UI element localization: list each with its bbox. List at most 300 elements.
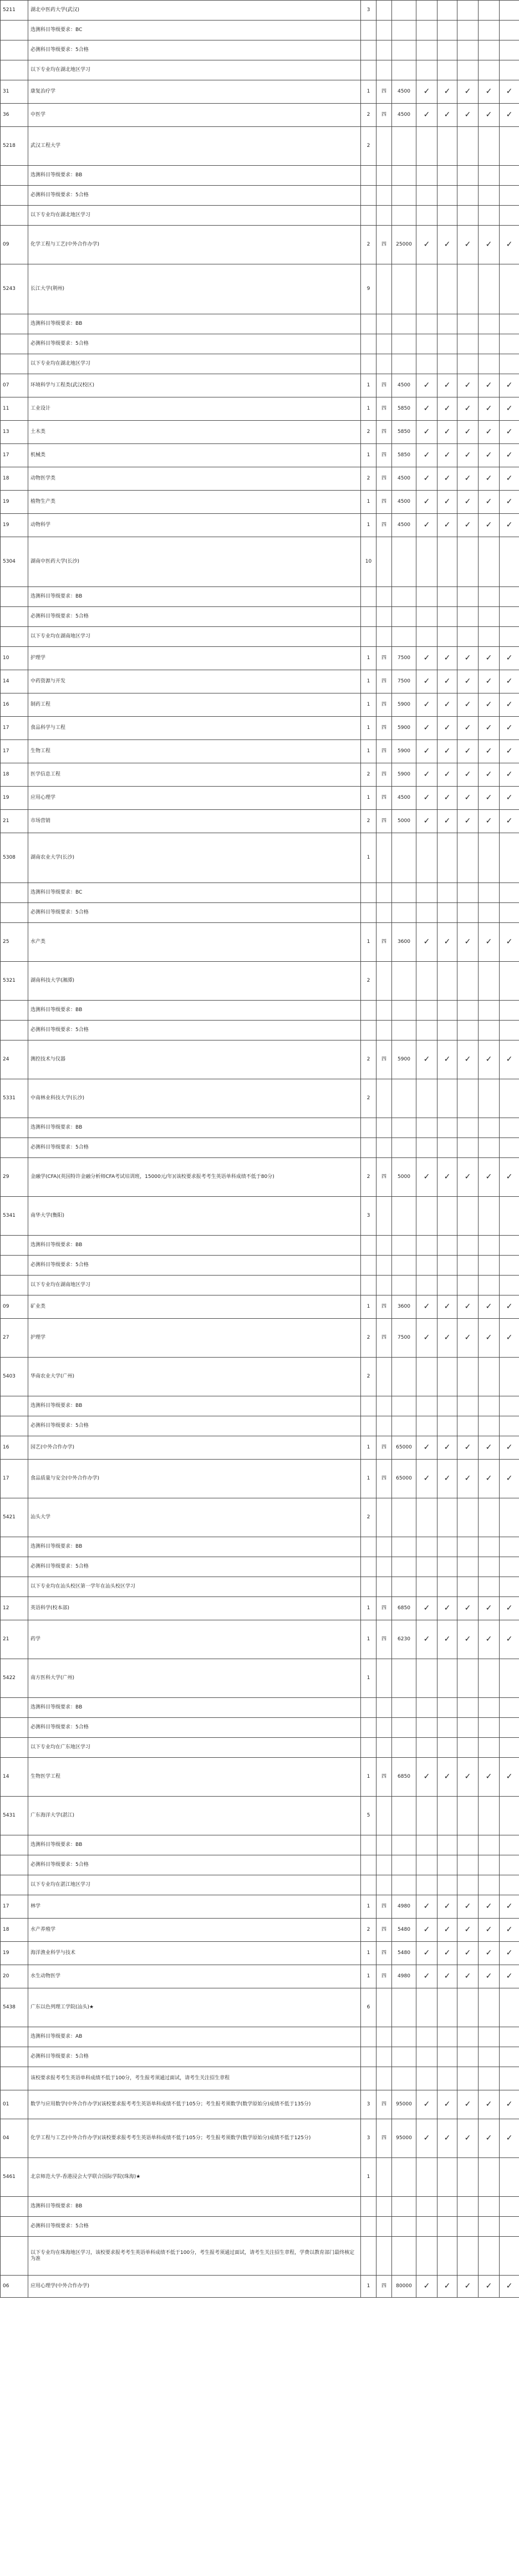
major-row: [1, 514, 519, 537]
row-code: 5422: [1, 1659, 28, 1698]
school-info-row: [1, 1396, 519, 1416]
row-check-5: [500, 1698, 519, 1718]
row-check-1: [416, 1718, 437, 1738]
row-tuition: 4500: [392, 514, 416, 537]
row-years: [376, 1875, 392, 1895]
row-check-5: ✓: [500, 467, 519, 491]
row-check-2: [437, 607, 457, 627]
row-name: 广东以色列理工学院(汕头)★: [28, 1988, 361, 2027]
row-check-1: ✓: [416, 226, 437, 264]
row-years: [376, 60, 392, 80]
row-tuition: 4500: [392, 374, 416, 397]
school-info-row: [1, 833, 519, 883]
row-check-1: ✓: [416, 374, 437, 397]
row-name: 选测科目等级要求：BC: [28, 21, 361, 40]
row-name: 以下专业均在湖北地区学习: [28, 354, 361, 374]
row-check-2: ✓: [437, 740, 457, 763]
row-code: 5218: [1, 127, 28, 166]
row-name: 选测科目等级要求：BB: [28, 2197, 361, 2217]
row-check-4: [479, 1537, 500, 1557]
row-tuition: 5850: [392, 397, 416, 421]
row-quota: 1: [361, 80, 376, 104]
row-quota: [361, 1855, 376, 1875]
row-years: [376, 2027, 392, 2047]
row-tuition: [392, 883, 416, 903]
row-tuition: 4500: [392, 467, 416, 491]
row-check-5: ✓: [500, 670, 519, 693]
row-code: [1, 627, 28, 647]
row-check-3: [457, 1416, 479, 1436]
row-check-5: [500, 40, 519, 60]
row-years: 四: [376, 763, 392, 787]
row-check-5: ✓: [500, 1319, 519, 1358]
school-info-row: [1, 1577, 519, 1597]
school-info-row: [1, 1498, 519, 1537]
row-check-4: [479, 1079, 500, 1118]
row-code: 5308: [1, 833, 28, 883]
row-check-2: [437, 1698, 457, 1718]
row-years: 四: [376, 670, 392, 693]
row-check-2: [437, 314, 457, 334]
row-name: 测控技术与仪器: [28, 1040, 361, 1079]
row-check-3: [457, 627, 479, 647]
row-years: [376, 1197, 392, 1236]
major-row: [1, 647, 519, 670]
row-name: 华南农业大学(广州): [28, 1358, 361, 1396]
row-check-1: ✓: [416, 717, 437, 740]
row-check-3: ✓: [457, 1965, 479, 1988]
row-quota: 1: [361, 2158, 376, 2197]
row-check-5: [500, 903, 519, 923]
row-code: 18: [1, 467, 28, 491]
row-years: 四: [376, 1919, 392, 1942]
row-check-1: [416, 40, 437, 60]
school-info-row: [1, 1256, 519, 1276]
row-check-2: [437, 40, 457, 60]
row-check-4: [479, 1718, 500, 1738]
row-code: 25: [1, 923, 28, 962]
row-check-4: [479, 1498, 500, 1537]
row-check-1: [416, 1079, 437, 1118]
school-info-row: [1, 1537, 519, 1557]
row-code: [1, 21, 28, 40]
row-years: [376, 587, 392, 607]
row-years: [376, 354, 392, 374]
row-check-4: ✓: [479, 810, 500, 833]
school-info-row: [1, 334, 519, 354]
row-name: 中南林业科技大学(长沙): [28, 1079, 361, 1118]
row-code: 17: [1, 740, 28, 763]
row-check-4: ✓: [479, 104, 500, 127]
row-check-3: [457, 1988, 479, 2027]
row-check-5: [500, 334, 519, 354]
row-years: [376, 21, 392, 40]
row-name: 选测科目等级要求：BB: [28, 1001, 361, 1021]
row-years: [376, 2047, 392, 2067]
major-row: [1, 80, 519, 104]
row-check-4: ✓: [479, 1965, 500, 1988]
row-check-3: ✓: [457, 670, 479, 693]
row-name: 必测科目等级要求：5合格: [28, 2047, 361, 2067]
row-tuition: [392, 2217, 416, 2237]
row-tuition: 7500: [392, 1319, 416, 1358]
row-code: 11: [1, 397, 28, 421]
row-code: [1, 1396, 28, 1416]
row-quota: 1: [361, 374, 376, 397]
row-years: 四: [376, 444, 392, 467]
row-code: [1, 2197, 28, 2217]
row-check-3: ✓: [457, 1597, 479, 1620]
row-check-1: ✓: [416, 104, 437, 127]
row-check-4: [479, 40, 500, 60]
row-quota: [361, 607, 376, 627]
row-check-3: [457, 2197, 479, 2217]
row-check-2: [437, 1236, 457, 1256]
row-check-5: ✓: [500, 647, 519, 670]
row-check-1: [416, 1988, 437, 2027]
row-code: [1, 1557, 28, 1577]
row-check-2: [437, 166, 457, 186]
row-name: 北京师范大学-香港浸会大学联合国际学院(珠海)★: [28, 2158, 361, 2197]
row-check-1: ✓: [416, 1895, 437, 1919]
row-years: [376, 1001, 392, 1021]
row-check-1: ✓: [416, 467, 437, 491]
row-check-3: ✓: [457, 1158, 479, 1197]
major-row: [1, 1895, 519, 1919]
row-check-1: ✓: [416, 397, 437, 421]
row-tuition: [392, 1079, 416, 1118]
row-name: 必测科目等级要求：5合格: [28, 1021, 361, 1040]
row-code: [1, 587, 28, 607]
row-name: 必测科目等级要求：5合格: [28, 607, 361, 627]
row-check-2: ✓: [437, 1895, 457, 1919]
row-name: 该校要求报考考生英语单科成绩不低于100分，考生报考须通过面试，请考生关注招生章程: [28, 2067, 361, 2090]
row-check-1: [416, 962, 437, 1001]
row-check-5: ✓: [500, 693, 519, 717]
row-check-3: ✓: [457, 2090, 479, 2119]
row-check-4: [479, 2067, 500, 2090]
row-check-2: [437, 2217, 457, 2237]
row-quota: 2: [361, 1319, 376, 1358]
row-check-5: [500, 1797, 519, 1835]
row-check-2: ✓: [437, 693, 457, 717]
row-check-5: ✓: [500, 397, 519, 421]
school-info-row: [1, 1138, 519, 1158]
row-tuition: [392, 1416, 416, 1436]
row-check-4: [479, 2237, 500, 2276]
row-name: 必测科目等级要求：5合格: [28, 1138, 361, 1158]
row-check-5: [500, 1875, 519, 1895]
row-check-2: ✓: [437, 1460, 457, 1498]
row-check-5: ✓: [500, 421, 519, 444]
row-name: 湖南农业大学(长沙): [28, 833, 361, 883]
row-name: 湖北中医药大学(武汉): [28, 1, 361, 21]
row-check-3: ✓: [457, 374, 479, 397]
row-tuition: [392, 2067, 416, 2090]
row-tuition: [392, 1138, 416, 1158]
row-check-1: [416, 1021, 437, 1040]
row-years: [376, 1498, 392, 1537]
row-check-5: [500, 314, 519, 334]
row-check-1: [416, 607, 437, 627]
row-years: [376, 627, 392, 647]
row-tuition: 3600: [392, 923, 416, 962]
row-name: 工业设计: [28, 397, 361, 421]
row-check-1: [416, 1738, 437, 1758]
row-quota: 1: [361, 1597, 376, 1620]
row-check-4: [479, 1738, 500, 1758]
row-quota: 1: [361, 1942, 376, 1965]
row-name: 汕头大学: [28, 1498, 361, 1537]
row-check-4: [479, 833, 500, 883]
row-code: 24: [1, 1040, 28, 1079]
school-info-row: [1, 962, 519, 1001]
row-check-3: ✓: [457, 1942, 479, 1965]
row-name: 园艺(中外合作办学): [28, 1436, 361, 1460]
row-check-1: [416, 883, 437, 903]
row-check-4: [479, 587, 500, 607]
row-check-2: [437, 60, 457, 80]
row-tuition: [392, 1698, 416, 1718]
row-tuition: 7500: [392, 647, 416, 670]
row-check-4: [479, 1835, 500, 1855]
row-check-5: [500, 166, 519, 186]
row-tuition: 95000: [392, 2119, 416, 2158]
row-code: [1, 314, 28, 334]
row-code: 17: [1, 444, 28, 467]
major-row: [1, 397, 519, 421]
row-code: [1, 1738, 28, 1758]
row-quota: [361, 60, 376, 80]
row-check-2: [437, 1396, 457, 1416]
row-years: [376, 1718, 392, 1738]
row-check-1: [416, 1276, 437, 1295]
row-tuition: [392, 1718, 416, 1738]
row-check-2: ✓: [437, 647, 457, 670]
row-check-4: [479, 206, 500, 226]
row-check-1: [416, 1358, 437, 1396]
school-info-row: [1, 21, 519, 40]
school-info-row: [1, 1738, 519, 1758]
row-check-1: [416, 1138, 437, 1158]
major-row: [1, 421, 519, 444]
row-quota: 2: [361, 763, 376, 787]
row-tuition: 95000: [392, 2090, 416, 2119]
row-check-3: [457, 1079, 479, 1118]
row-quota: 2: [361, 1079, 376, 1118]
row-name: 必测科目等级要求：5合格: [28, 186, 361, 206]
row-check-1: ✓: [416, 1965, 437, 1988]
row-years: 四: [376, 1319, 392, 1358]
major-row: [1, 670, 519, 693]
row-check-2: [437, 1079, 457, 1118]
row-name: 必测科目等级要求：5合格: [28, 1855, 361, 1875]
row-check-3: [457, 2237, 479, 2276]
major-row: [1, 374, 519, 397]
school-info-row: [1, 2237, 519, 2276]
row-check-1: [416, 2237, 437, 2276]
row-tuition: [392, 186, 416, 206]
row-check-2: ✓: [437, 1965, 457, 1988]
row-years: [376, 1988, 392, 2027]
row-check-4: [479, 1416, 500, 1436]
row-check-3: [457, 883, 479, 903]
row-check-3: [457, 334, 479, 354]
row-check-4: [479, 1197, 500, 1236]
row-years: 四: [376, 397, 392, 421]
school-info-row: [1, 1118, 519, 1138]
row-check-5: ✓: [500, 763, 519, 787]
row-quota: [361, 1138, 376, 1158]
row-tuition: 3600: [392, 1295, 416, 1319]
row-name: 以下专业均在广东地区学习: [28, 1738, 361, 1758]
row-code: [1, 1698, 28, 1718]
row-years: 四: [376, 514, 392, 537]
row-check-4: ✓: [479, 2276, 500, 2298]
row-years: [376, 1855, 392, 1875]
row-check-5: [500, 1659, 519, 1698]
row-code: [1, 1835, 28, 1855]
row-check-1: [416, 1236, 437, 1256]
row-tuition: 6850: [392, 1758, 416, 1797]
row-quota: [361, 903, 376, 923]
row-code: 31: [1, 80, 28, 104]
row-check-5: [500, 2047, 519, 2067]
major-row: [1, 1295, 519, 1319]
row-years: 四: [376, 740, 392, 763]
row-check-2: ✓: [437, 104, 457, 127]
row-check-1: [416, 21, 437, 40]
row-check-1: [416, 1416, 437, 1436]
row-check-5: ✓: [500, 491, 519, 514]
row-name: 中药资源与开发: [28, 670, 361, 693]
row-check-1: [416, 1197, 437, 1236]
school-info-row: [1, 1855, 519, 1875]
row-check-1: ✓: [416, 1040, 437, 1079]
row-check-4: [479, 607, 500, 627]
row-check-2: [437, 1, 457, 21]
row-check-2: [437, 962, 457, 1001]
row-years: 四: [376, 693, 392, 717]
row-check-4: [479, 883, 500, 903]
row-check-1: ✓: [416, 2119, 437, 2158]
row-check-4: ✓: [479, 1895, 500, 1919]
row-name: 药学: [28, 1620, 361, 1659]
row-check-5: ✓: [500, 1158, 519, 1197]
row-name: 金融学(CFA)(英国特许金融分析师CFA考试培训班，15000元/年)(该校要求报考考生英语单科成绩不低于80分): [28, 1158, 361, 1197]
row-quota: [361, 1698, 376, 1718]
row-quota: 1: [361, 693, 376, 717]
row-code: [1, 1138, 28, 1158]
row-tuition: 80000: [392, 2276, 416, 2298]
row-check-1: [416, 314, 437, 334]
row-years: 四: [376, 1942, 392, 1965]
row-years: 四: [376, 2276, 392, 2298]
row-name: 护理学: [28, 647, 361, 670]
row-tuition: [392, 1256, 416, 1276]
row-check-5: [500, 186, 519, 206]
row-check-3: ✓: [457, 923, 479, 962]
row-tuition: [392, 127, 416, 166]
school-info-row: [1, 1988, 519, 2027]
row-check-5: [500, 264, 519, 314]
major-row: [1, 740, 519, 763]
school-info-row: [1, 354, 519, 374]
row-name: 必测科目等级要求：5合格: [28, 1256, 361, 1276]
row-check-3: [457, 587, 479, 607]
row-tuition: [392, 206, 416, 226]
row-check-3: [457, 1835, 479, 1855]
row-tuition: 4980: [392, 1895, 416, 1919]
row-check-1: [416, 587, 437, 607]
major-row: [1, 1460, 519, 1498]
row-code: 36: [1, 104, 28, 127]
row-name: 必测科目等级要求：5合格: [28, 1718, 361, 1738]
row-check-2: [437, 1659, 457, 1698]
row-name: 生物工程: [28, 740, 361, 763]
row-check-5: [500, 627, 519, 647]
row-tuition: 4500: [392, 80, 416, 104]
row-check-1: [416, 1498, 437, 1537]
row-check-1: [416, 833, 437, 883]
row-years: [376, 1698, 392, 1718]
row-name: 化学工程与工艺(中外合作办学): [28, 226, 361, 264]
row-check-2: ✓: [437, 1158, 457, 1197]
row-name: 生物医学工程: [28, 1758, 361, 1797]
row-name: 以下专业均在湖北地区学习: [28, 60, 361, 80]
row-code: 20: [1, 1965, 28, 1988]
row-check-3: [457, 206, 479, 226]
row-code: [1, 1021, 28, 1040]
row-check-3: ✓: [457, 104, 479, 127]
row-check-5: [500, 127, 519, 166]
row-quota: 5: [361, 1797, 376, 1835]
row-check-4: [479, 1855, 500, 1875]
row-check-3: [457, 1236, 479, 1256]
row-check-4: ✓: [479, 80, 500, 104]
row-quota: 1: [361, 833, 376, 883]
row-quota: [361, 1718, 376, 1738]
row-check-4: ✓: [479, 1295, 500, 1319]
row-years: [376, 1079, 392, 1118]
school-info-row: [1, 206, 519, 226]
row-check-5: ✓: [500, 1620, 519, 1659]
row-tuition: [392, 1276, 416, 1295]
row-code: [1, 2027, 28, 2047]
row-check-3: [457, 537, 479, 587]
row-check-1: [416, 1256, 437, 1276]
row-check-2: [437, 627, 457, 647]
row-check-5: ✓: [500, 1295, 519, 1319]
row-check-4: [479, 1236, 500, 1256]
row-name: 选测科目等级要求：BB: [28, 314, 361, 334]
major-row: [1, 1319, 519, 1358]
row-check-4: [479, 1118, 500, 1138]
row-tuition: 4500: [392, 104, 416, 127]
row-quota: [361, 1236, 376, 1256]
school-info-row: [1, 903, 519, 923]
row-check-4: ✓: [479, 2090, 500, 2119]
row-quota: 1: [361, 2276, 376, 2298]
row-name: 动物医学类: [28, 467, 361, 491]
row-code: 27: [1, 1319, 28, 1358]
row-check-2: ✓: [437, 2119, 457, 2158]
row-check-5: [500, 1, 519, 21]
row-years: [376, 1, 392, 21]
row-check-2: [437, 833, 457, 883]
row-years: [376, 166, 392, 186]
row-name: 以下专业均在湛江地区学习: [28, 1875, 361, 1895]
